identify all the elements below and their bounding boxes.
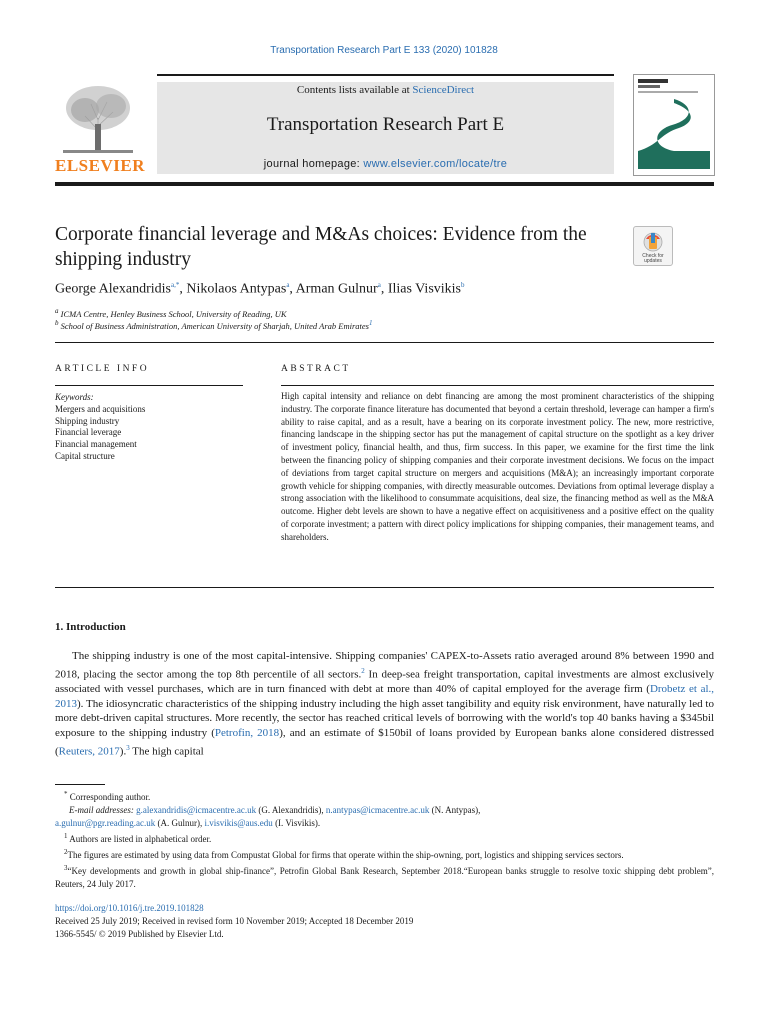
- footnote-marker[interactable]: 2: [361, 666, 365, 675]
- homepage-prefix: journal homepage:: [263, 158, 364, 170]
- affiliation-b-text: School of Business Administration, American University of Sharjah, United Arab Emirates: [60, 320, 369, 331]
- divider: [55, 342, 714, 343]
- citation-link[interactable]: Reuters, 2017: [58, 745, 120, 758]
- author-name[interactable]: Nikolaos Antypas: [186, 281, 287, 297]
- footnote-text: The figures are estimated by using data from Compustat Global for firms that operate within the ship-owning, port, logistics and shipping services sectors.: [67, 850, 624, 860]
- keyword-item: Mergers and acquisitions: [55, 403, 146, 414]
- keyword-item: Financial management: [55, 439, 137, 450]
- contents-line: [157, 84, 614, 96]
- email-owner: (I. Visvikis).: [272, 818, 321, 828]
- intro-text: ), and an estimate of $150bil of loans provided by European banks alone considered distressed (: [55, 727, 714, 758]
- footnote-emails: [55, 804, 714, 817]
- journal-cover-image: [633, 74, 715, 176]
- journal-title: Transportation Research Part E: [266, 114, 505, 135]
- keywords-block: [55, 392, 243, 463]
- footnote-2: [55, 846, 714, 862]
- check-for-updates-button[interactable]: [633, 226, 673, 266]
- homepage-link[interactable]: www.elsevier.com/locate/tre: [363, 158, 508, 170]
- keywords-label: Keywords:: [55, 392, 94, 402]
- keyword-item: Shipping industry: [55, 415, 120, 426]
- article-info-heading: ARTICLE INFO: [55, 364, 150, 374]
- author-name[interactable]: George Alexandridis: [55, 281, 171, 297]
- contents-prefix: Contents lists available at: [296, 84, 413, 96]
- keyword-item: Financial leverage: [55, 427, 122, 438]
- footnote-marker[interactable]: 1: [368, 319, 373, 327]
- received-dates: Received 25 July 2019; Received in revised form 10 November 2019; Accepted 18 December 2019: [55, 916, 414, 926]
- footnote-marker[interactable]: 3: [126, 743, 130, 752]
- email-link[interactable]: g.alexandridis@icmacentre.ac.uk: [136, 805, 257, 815]
- footnote-3: [55, 862, 714, 891]
- citation-link[interactable]: Drobetz et al., 2013: [55, 683, 715, 710]
- footnote-number: 1: [64, 832, 68, 840]
- doi-link[interactable]: https://doi.org/10.1016/j.tre.2019.101828: [55, 903, 204, 913]
- author-affiliation-marker[interactable]: a: [377, 281, 381, 289]
- divider: [55, 587, 714, 588]
- intro-text: The high capital: [129, 745, 204, 758]
- footnote-number: 2: [64, 848, 68, 856]
- email-owner: (N. Antypas),: [429, 805, 481, 815]
- elsevier-wordmark: ELSEVIER: [55, 156, 145, 175]
- footnote-number: 3: [64, 864, 68, 872]
- intro-text: In deep-sea freight transportation, capital investments are almost exclusively associated with vessel purchases, which are in turn financed with debt at more than 40% of capital employed for the average firm (: [55, 668, 714, 696]
- email-link[interactable]: a.gulnur@pgr.reading.ac.uk: [55, 818, 156, 828]
- footnote-emails-cont: [55, 817, 714, 830]
- footnote-1: [55, 830, 714, 846]
- author-name[interactable]: Ilias Visvikis: [387, 281, 461, 297]
- footnote-divider: [55, 784, 105, 785]
- affiliation-a: $^a$ ICMA Centre, Henley Business School, University of Reading, UK: [55, 307, 287, 319]
- email-label: E-mail addresses:: [69, 805, 137, 815]
- section-heading-introduction: 1. Introduction: [55, 621, 126, 633]
- affiliation-a-text: ICMA Centre, Henley Business School, University of Reading, UK: [60, 308, 287, 319]
- affiliation-b: $^b$ School of Business Administration, American University of Sharjah, United Arab Emirates$^1$: [55, 319, 373, 331]
- email-owner: (G. Alexandridis),: [256, 805, 326, 815]
- divider: [55, 385, 243, 386]
- footnotes: [55, 788, 714, 891]
- header-top-rule: [157, 74, 614, 76]
- keyword-item: Capital structure: [55, 450, 115, 461]
- corresponding-author-marker[interactable]: *: [175, 281, 180, 289]
- sciencedirect-link[interactable]: ScienceDirect: [412, 84, 475, 96]
- paper-title: Corporate financial leverage and M&As choices: Evidence from the shipping industry: [55, 224, 587, 270]
- crossmark-label: Check for updates: [642, 253, 664, 264]
- email-link[interactable]: i.visvikis@aus.edu: [204, 818, 273, 828]
- author-affiliation-marker[interactable]: a,: [171, 281, 176, 289]
- divider: [281, 385, 714, 386]
- header-bottom-rule: [55, 182, 714, 186]
- issn-copyright: 1366-5545/ © 2019 Published by Elsevier Ltd.: [55, 929, 224, 939]
- author-name[interactable]: Arman Gulnur: [295, 281, 378, 297]
- author-affiliation-marker[interactable]: b: [461, 281, 465, 289]
- footnote-text: Corresponding author.: [69, 792, 151, 802]
- footnote-text: “Key developments and growth in global ship-finance”, Petrofin Global Bank Research, September 2018.“European banks struggle to resolve toxic shipping debt problem”, Reuters, 24 July 2017.: [55, 866, 714, 889]
- citation-link[interactable]: Petrofin, 2018: [214, 727, 280, 740]
- intro-text: ).: [119, 745, 127, 758]
- author-affiliation-marker[interactable]: a: [286, 281, 290, 289]
- intro-text: The shipping industry is one of the most capital-intensive. Shipping companies' CAPEX-to-Assets ratio averaged around 8% between 1990 and 2018, placing the sector among the top 8th percentile of all sectors.: [55, 650, 714, 681]
- journal-reference[interactable]: Transportation Research Part E 133 (2020) 101828: [270, 45, 498, 56]
- author-list: George Alexandridis$^{a,*}$, Nikolaos Antypas$^a$, Arman Gulnur$^a$, Ilias Visvikis$^b$: [55, 281, 465, 297]
- email-link[interactable]: n.antypas@icmacentre.ac.uk: [325, 805, 430, 815]
- footnote-text: Authors are listed in alphabetical order.: [67, 834, 212, 844]
- email-owner: (A. Gulnur),: [155, 818, 205, 828]
- footnote-corresponding: * Corresponding author.: [64, 790, 151, 802]
- introduction-paragraph: [55, 649, 714, 759]
- abstract-heading: ABSTRACT: [281, 364, 351, 374]
- journal-homepage: [157, 158, 614, 170]
- intro-text: ). The idiosyncratic characteristics of the shipping industry including the high asset tangibility and equity risk environment, have naturally led to more debt-driven capital structures. More recently, the sector has reached critical levels of borrowing with the world's top 40 banks having a $345bil exposure to the shipping industry (: [55, 697, 714, 740]
- abstract-text: High capital intensity and reliance on debt financing are among the most prominent characteristics of the shipping industry. The corporate finance literature has documented that beyond a certain threshold, leverage can hamper a firm's ability to raise capital, and as a result, have a bearing on its corporate investment policy. The new, more restrictive, financing landscape in the shipping sector has put the management of capital structure on the spotlight as a key driver of investment policy, financial health, and thus, firm success. In this paper, we examine for the first time the link between the financing policy of shipping companies and their corporate investment decisions. We focus on the impact of deviations from target capital structure on mergers and acquisitions (M&A); an increasingly important corporate growth vehicle for shipping companies, with directly measurable outcomes. Deviations from optimal leverage display a strong association with the likelihood to consummate acquisitions, deal size, the financing method as well as the M&A outcome. Higher debt levels are shown to have a negative effect on acquisitiveness and a positive effect on the quality of corporate investment; a pattern with direct policy implications for shipping companies, their management teams, and shareholders.: [281, 391, 714, 542]
